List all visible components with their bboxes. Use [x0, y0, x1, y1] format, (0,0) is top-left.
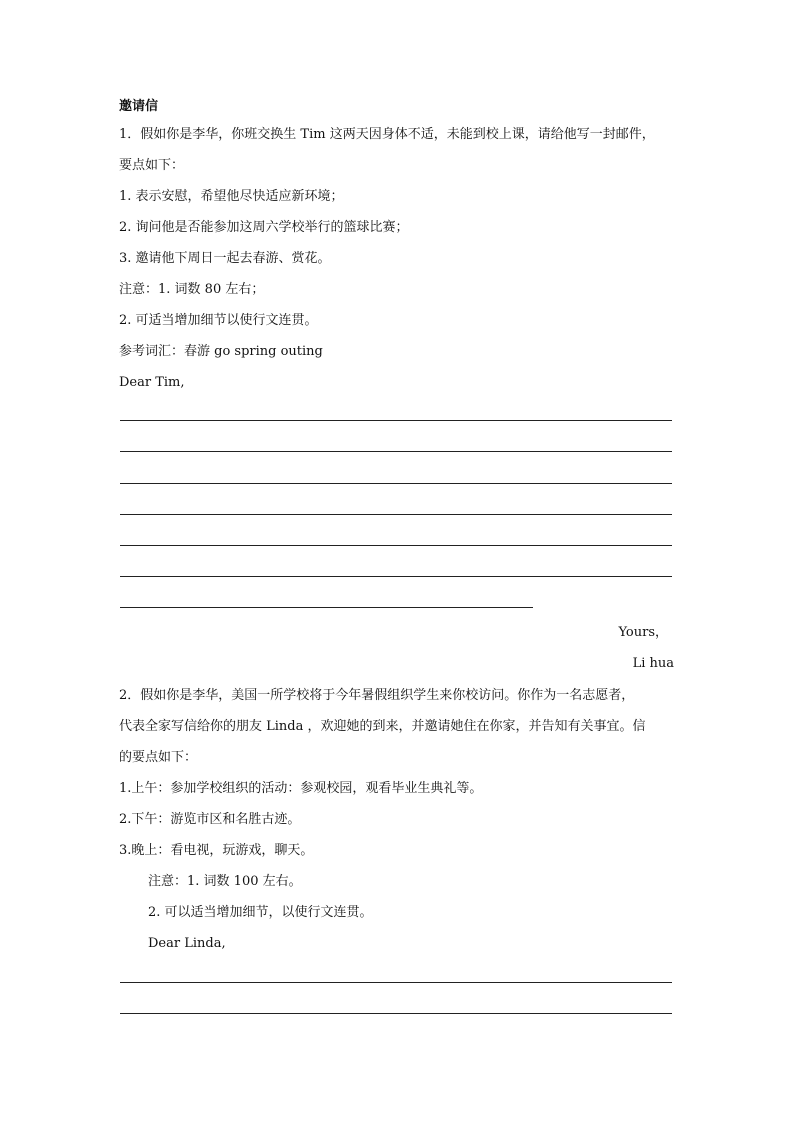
- task2-prompt-line2: 代表全家写信给你的朋友 Linda ，欢迎她的到来，并邀请她住在你家，并告知有关事宜。信: [119, 719, 646, 734]
- task2-note-2: 2. 可以适当增加细节，以使行文连贯。: [148, 905, 373, 920]
- writing-line: [120, 514, 672, 515]
- task1-point-3: 3. 邀请他下周日一起去春游、赏花。: [119, 251, 331, 266]
- task2-prompt-line1: 2．假如你是李华，美国一所学校将于今年暑假组织学生来你校访问。你作为一名志愿者，: [119, 688, 635, 703]
- task1-signature: Li hua: [632, 656, 674, 671]
- task2-point-3: 3.晚上：看电视，玩游戏，聊天。: [119, 843, 314, 858]
- task1-salutation: Dear Tim,: [119, 375, 185, 390]
- writing-line: [120, 545, 672, 546]
- task1-prompt-line1: 1．假如你是李华，你班交换生 Tim 这两天因身体不适，未能到校上课，请给他写一封邮件，: [119, 127, 655, 142]
- task2-prompt-line3: 的要点如下：: [119, 750, 198, 765]
- task1-point-1: 1. 表示安慰，希望他尽快适应新环境；: [119, 189, 344, 204]
- writing-line-short: [120, 607, 533, 608]
- task1-prompt-line2: 要点如下：: [119, 158, 185, 173]
- task2-salutation: Dear Linda,: [148, 936, 226, 951]
- task1-point-2: 2. 询问他是否能参加这周六学校举行的篮球比赛；: [119, 220, 409, 235]
- writing-line: [120, 451, 672, 452]
- task1-note-1: 注意：1. 词数 80 左右；: [119, 282, 265, 297]
- writing-line: [120, 483, 672, 484]
- task2-point-1: 1.上午：参加学校组织的活动：参观校园，观看毕业生典礼等。: [119, 781, 483, 796]
- writing-line: [120, 576, 672, 577]
- task2-point-2: 2.下午：游览市区和名胜古迹。: [119, 812, 301, 827]
- task1-closing: Yours，: [618, 625, 668, 640]
- writing-line: [120, 1013, 672, 1014]
- writing-line: [120, 982, 672, 983]
- writing-line: [120, 420, 672, 421]
- task1-note-2: 2. 可适当增加细节以使行文连贯。: [119, 313, 318, 328]
- document-title: 邀请信: [119, 99, 159, 114]
- task2-note-1: 注意：1. 词数 100 左右。: [148, 874, 302, 889]
- task1-vocab: 参考词汇：春游 go spring outing: [119, 344, 323, 359]
